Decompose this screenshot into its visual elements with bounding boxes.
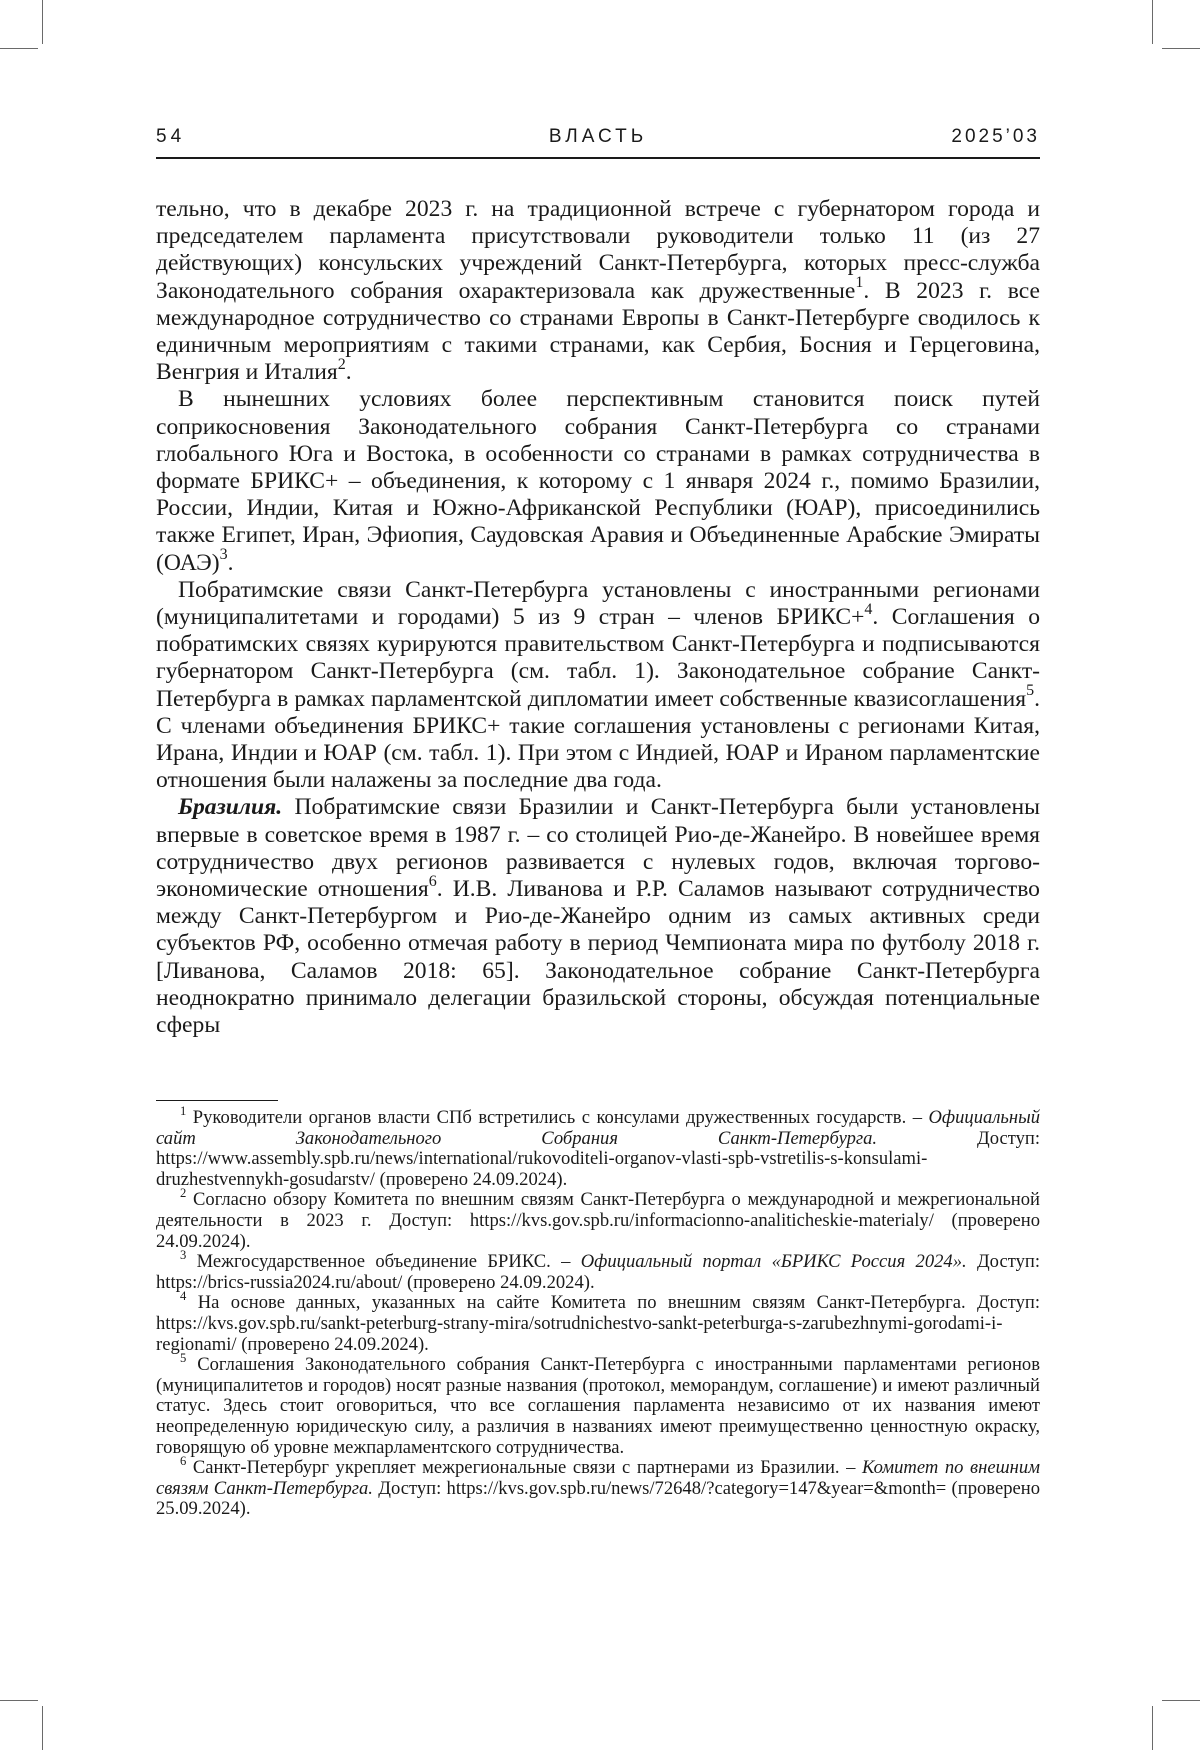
footnote: 6 Санкт-Петербург укрепляет межрегиональные связи с партнерами из Бразилии. – Комитет по внешним связям Санкт-Петербурга. Доступ: https://kvs.gov.spb.ru/news/72648/?category=147&year=&month= (проверено 25.09.2024). — [156, 1458, 1040, 1520]
issue-number: 2025’03 — [951, 126, 1040, 148]
footnote: 2 Согласно обзору Комитета по внешним связям Санкт-Петербурга о международной и межрегиональной деятельности в 2023 г. Доступ: https://kvs.gov.spb.ru/informacionno-analiticheskie-materialy/ (проверено 24.09.2024). — [156, 1190, 1040, 1252]
running-head — [156, 126, 1040, 152]
footnote: 3 Межгосударственное объединение БРИКС. – Официальный портал «БРИКС Россия 2024». Доступ: https://brics-russia2024.ru/about/ (проверено 24.09.2024). — [156, 1252, 1040, 1293]
crop-mark — [0, 48, 38, 49]
footnote-ref[interactable]: 1 — [855, 274, 863, 291]
footnote-ref[interactable]: 5 — [1026, 682, 1034, 699]
paragraph: В нынешних условиях более перспективным становится поиск путей соприкосновения Законодательного собрания Санкт-Петербурга со странами глобального Юга и Востока, в особенности со странами в рамках сотрудничества в формате БРИКС+ – объединения, к которому с 1 января 2024 г., помимо Бразилии, России, Индии, Китая и Южно-Африканской Республики (ЮАР), присоединились также Египет, Иран, Эфиопия, Саудовская Аравия и Объединенные Арабские Эмираты (ОАЭ)3. — [156, 386, 1040, 576]
journal-title: ВЛАСТЬ — [156, 126, 1040, 148]
crop-mark — [1162, 1700, 1200, 1701]
section-run-in-heading: Бразилия. — [178, 794, 282, 820]
footnote-ref[interactable]: 4 — [864, 601, 872, 618]
page-number: 54 — [156, 126, 185, 148]
crop-mark — [1162, 48, 1200, 49]
footnotes — [156, 1108, 1040, 1520]
crop-mark — [42, 1706, 43, 1750]
header-rule — [156, 157, 1040, 159]
crop-mark — [1152, 1706, 1153, 1750]
crop-mark — [0, 1700, 38, 1701]
footnote-ref[interactable]: 6 — [429, 873, 437, 890]
footnote-rule — [156, 1100, 278, 1101]
footnote: 5 Соглашения Законодательного собрания Санкт-Петербурга с иностранными парламентами регионов (муниципалитетов и городов) носят разные названия (протокол, меморандум, соглашение) и имеют различный статус. Здесь стоит оговориться, что все соглашения парламента независимо от их названия имеют неопределенную юридическую силу, а различия в названиях имеют преимущественно ценностную окраску, говорящую об уровне межпарламентского сотрудничества. — [156, 1355, 1040, 1458]
crop-mark — [1152, 0, 1153, 44]
paragraph: Бразилия. Побратимские связи Бразилии и Санкт-Петербурга были установлены впервые в советское время в 1987 г. – со столицей Рио-де-Жанейро. В новейшее время сотрудничество двух регионов развивается с нулевых годов, включая торгово-экономические отношения6. И.В. Ливанова и Р.Р. Саламов называют сотрудничество между Санкт-Петербургом и Рио-де-Жанейро одним из самых активных среди субъектов РФ, особенно отмечая работу в период Чемпионата мира по футболу 2018 г. [Ливанова, Саламов 2018: 65]. Законодательное собрание Санкт-Петербурга неоднократно принимало делегации бразильской стороны, обсуждая потенциальные сферы — [156, 794, 1040, 1039]
crop-mark — [42, 0, 43, 44]
paragraph: тельно, что в декабре 2023 г. на традиционной встрече с губернатором города и председателем парламента присутствовали руководители только 11 (из 27 действующих) консульских учреждений Санкт-Петербурга, которых пресс-служба Законодательного собрания охарактеризовала как дружественные1. В 2023 г. все международное сотрудничество со странами Европы в Санкт-Петербурге сводилось к единичным мероприятиям с такими странами, как Сербия, Босния и Герцеговина, Венгрия и Италия2. — [156, 196, 1040, 386]
paragraph: Побратимские связи Санкт-Петербурга установлены с иностранными регионами (муниципалитетами и городами) 5 из 9 стран – членов БРИКС+4. Соглашения о побратимских связях курируются правительством Санкт-Петербурга и подписываются губернатором Санкт-Петербурга (см. табл. 1). Законодательное собрание Санкт-Петербурга в рамках парламентской дипломатии имеет собственные квазисоглашения5. С членами объединения БРИКС+ такие соглашения установлены с регионами Китая, Ирана, Индии и ЮАР (см. табл. 1). При этом с Индией, ЮАР и Ираном парламентские отношения были налажены за последние два года. — [156, 577, 1040, 795]
footnote: 4 На основе данных, указанных на сайте Комитета по внешним связям Санкт-Петербурга. Доступ: https://kvs.gov.spb.ru/sankt-peterburg-strany-mira/sotrudnichestvo-sankt-peterburga-s-zarubezhnymi-gorodami-i-regionami/ (проверено 24.09.2024). — [156, 1293, 1040, 1355]
footnote-ref[interactable]: 3 — [220, 546, 228, 563]
footnote: 1 Руководители органов власти СПб встретились с консулами дружественных государств. – Официальный сайт Законодательного Собрания Санкт-Петербурга. Доступ: https://www.assembly.spb.ru/news/international/rukovoditeli-organov-vlasti-spb-vstretilis-s-konsulami-druzhestvennykh-gosudarstv/ (проверено 24.09.2024). — [156, 1108, 1040, 1190]
article-body — [156, 196, 1040, 1039]
footnote-ref[interactable]: 2 — [338, 356, 346, 373]
